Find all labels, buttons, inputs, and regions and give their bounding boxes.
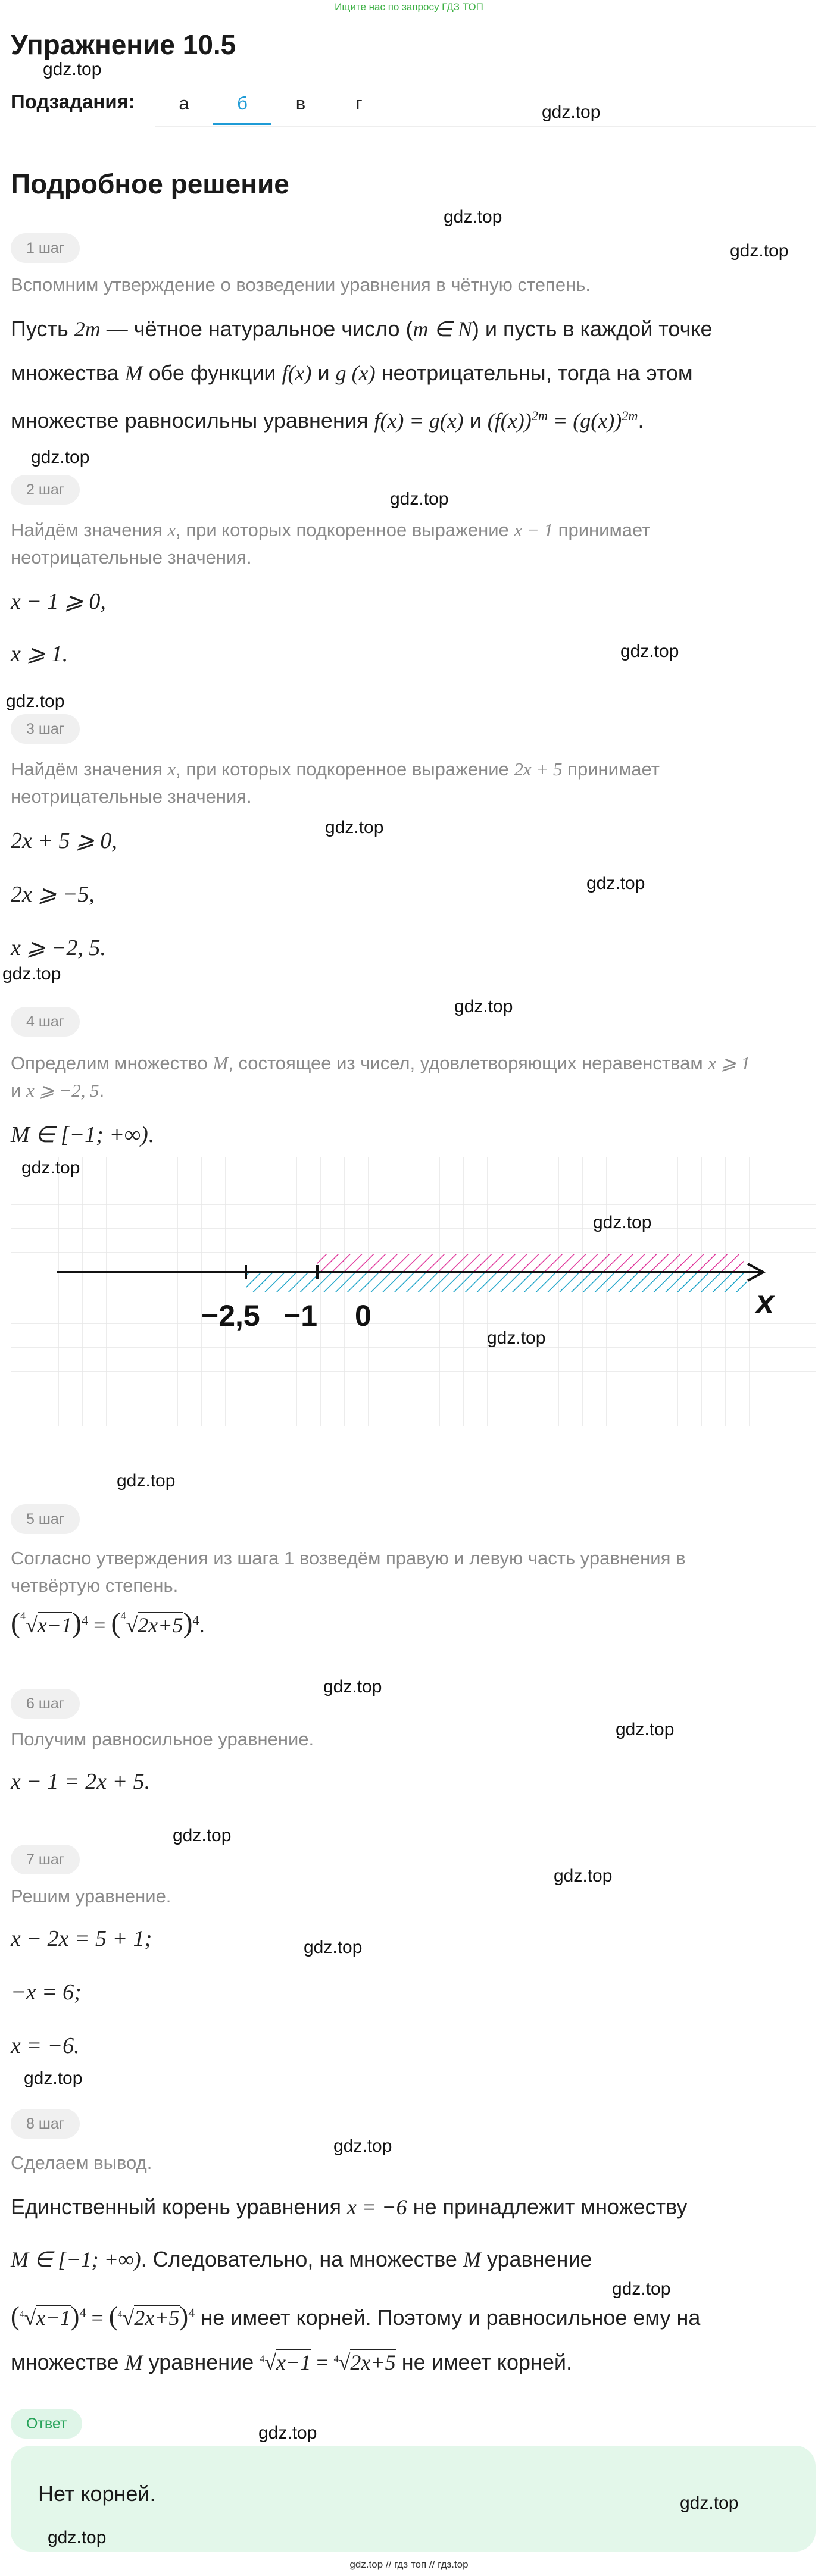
step-text: M ∈ [−1; +∞). Следовательно, на множестве M уравнение: [11, 2247, 592, 2271]
watermark: gdz.top: [325, 818, 384, 837]
step-hint: четвёртую степень.: [11, 1575, 179, 1596]
equation: 2x + 5 ⩾ 0,: [11, 828, 117, 853]
tab-a[interactable]: а: [179, 93, 189, 114]
equation: x ⩾ −2, 5.: [11, 935, 106, 960]
step-label: 6 шаг: [11, 1689, 80, 1719]
step-label: 8 шаг: [11, 2109, 80, 2139]
equation: M ∈ [−1; +∞).: [11, 1122, 154, 1147]
step-label: 1 шаг: [11, 233, 80, 263]
step-hint: Решим уравнение.: [11, 1886, 171, 1907]
watermark: gdz.top: [24, 2068, 83, 2088]
step-label: 3 шаг: [11, 714, 80, 744]
watermark: gdz.top: [43, 60, 102, 79]
equation-radicals: $(^4√x-1)^4 = (^4√2x+5)^4$.: [11, 1607, 205, 1639]
watermark: gdz.top: [2, 964, 61, 984]
watermark: gdz.top: [730, 241, 789, 261]
step-label: 7 шаг: [11, 1845, 80, 1874]
watermark: gdz.top: [593, 1213, 652, 1232]
watermark: gdz.top: [48, 2528, 107, 2547]
watermark: gdz.top: [390, 489, 449, 509]
top-banner[interactable]: Ищите нас по запросу ГДЗ ТОП: [335, 1, 483, 12]
tick-label-minus-1: −1: [283, 1299, 318, 1332]
step-hint: неотрицательные значения.: [11, 547, 252, 568]
step-hint: Вспомним утверждение о возведении уравнения в чётную степень.: [11, 274, 591, 295]
watermark: gdz.top: [258, 2423, 317, 2443]
tick-label-0: 0: [355, 1299, 371, 1332]
equation: x ⩾ 1.: [11, 641, 68, 666]
step-hint: Согласно утверждения из шага 1 возведём правую и левую часть уравнения в: [11, 1548, 686, 1569]
watermark: gdz.top: [304, 1938, 363, 1957]
step-text: $(^4√x-1)^4 = (^4√2x+5)^4$ не имеет корней. Поэтому и равносильное ему на: [11, 2302, 701, 2331]
step-hint: Найдём значения x, при которых подкоренное выражение x − 1 принимает: [11, 519, 651, 540]
section-title: Подробное решение: [11, 168, 289, 199]
interval-x-ge-1: [317, 1254, 744, 1271]
watermark: gdz.top: [616, 1720, 675, 1739]
step-hint: Определим множество M, состоящее из чисел, удовлетворяющих неравенствам x ⩾ 1: [11, 1053, 751, 1073]
step-text: множестве M уравнение $^4$√x−1 = $^4$√2x+5 не имеет корней.: [11, 2350, 573, 2374]
watermark: gdz.top: [333, 2136, 392, 2156]
step-text: Пусть 2m — чётное натуральное число (m ∈ N) и пусть в каждой точке: [11, 317, 713, 341]
tab-b[interactable]: б: [213, 83, 271, 125]
watermark: gdz.top: [173, 1826, 232, 1845]
equation: 2x ⩾ −5,: [11, 882, 95, 907]
watermark: gdz.top: [612, 2279, 671, 2299]
watermark: gdz.top: [620, 641, 679, 661]
equation: x − 2x = 5 + 1;: [11, 1926, 152, 1951]
step-label: 5 шаг: [11, 1504, 80, 1534]
answer-text: Нет корней.: [38, 2481, 156, 2506]
equation: x = −6.: [11, 2033, 80, 2058]
watermark: gdz.top: [680, 2493, 739, 2513]
watermark: gdz.top: [31, 447, 90, 467]
page-title: Упражнение 10.5: [11, 29, 236, 60]
equation: x − 1 ⩾ 0,: [11, 589, 106, 614]
number-line-figure: [11, 1157, 816, 1426]
watermark: gdz.top: [454, 997, 513, 1016]
watermark: gdz.top: [444, 207, 502, 227]
step-text: Единственный корень уравнения x = −6 не принадлежит множеству: [11, 2195, 688, 2219]
watermark: gdz.top: [554, 1866, 613, 1886]
step-label: 4 шаг: [11, 1007, 80, 1037]
step-hint: Получим равносильное уравнение.: [11, 1729, 314, 1749]
tabs-divider: [155, 126, 816, 127]
subtasks-label: Подзадания:: [11, 90, 135, 112]
watermark: gdz.top: [6, 691, 65, 711]
step-hint: и x ⩾ −2, 5.: [11, 1080, 105, 1101]
step-text: множества M обе функции f(x) и g (x) неотрицательны, тогда на этом: [11, 361, 693, 385]
watermark: gdz.top: [487, 1328, 546, 1348]
equation: x − 1 = 2x + 5.: [11, 1769, 151, 1794]
tab-v[interactable]: в: [295, 93, 306, 114]
equation: −x = 6;: [11, 1980, 82, 2005]
answer-label: Ответ: [11, 2409, 82, 2439]
step-hint: Сделаем вывод.: [11, 2152, 152, 2173]
footer[interactable]: gdz.top // гдз топ // гдз.top: [349, 2559, 469, 2570]
watermark: gdz.top: [542, 102, 601, 122]
tick-label-minus-2-5: −2,5: [201, 1299, 260, 1332]
watermark: gdz.top: [21, 1158, 80, 1178]
tab-g[interactable]: г: [355, 93, 363, 114]
watermark: gdz.top: [323, 1677, 382, 1697]
interval-x-ge-minus-2-5: [246, 1273, 747, 1292]
step-hint: неотрицательные значения.: [11, 786, 252, 807]
step-label: 2 шаг: [11, 475, 80, 505]
watermark: gdz.top: [117, 1471, 176, 1491]
watermark: gdz.top: [586, 874, 645, 893]
subtasks-tabs: [155, 83, 388, 125]
axis-label-x: x: [756, 1284, 775, 1320]
step-hint: Найдём значения x, при которых подкоренное выражение 2x + 5 принимает: [11, 759, 660, 780]
step-text: множестве равносильны уравнения f(x) = g(x) и $(f(x))^{2m} = (g(x))^{2m}$.: [11, 408, 644, 433]
